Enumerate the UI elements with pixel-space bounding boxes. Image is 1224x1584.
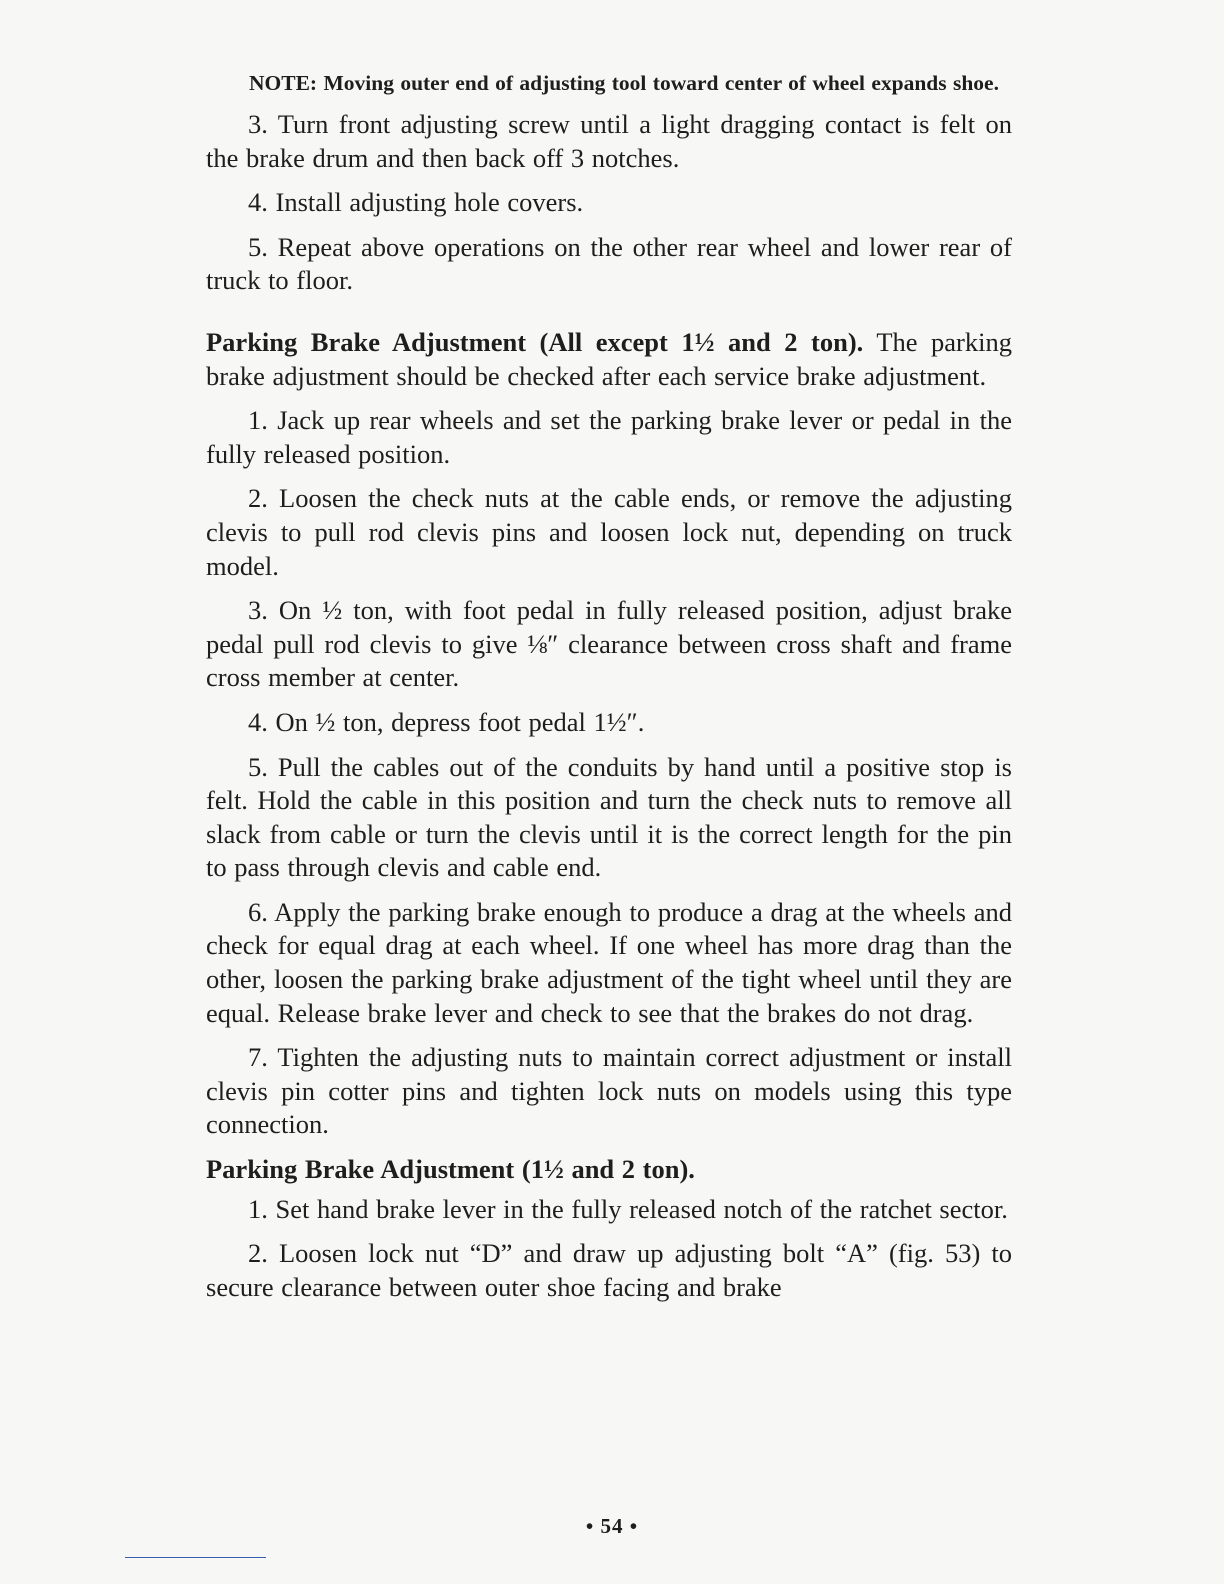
section2-step-2: 2. Loosen lock nut “D” and draw up adjusting bolt “A” (fig. 53) to secure clearance between outer shoe facing and brake bbox=[206, 1238, 1012, 1302]
section1-step-4: 4. On ½ ton, depress foot pedal 1½″. bbox=[248, 706, 645, 737]
step-3-turn-screw: 3. Turn front adjusting screw until a light dragging contact is felt on the brake drum and then back off 3 notches. bbox=[206, 109, 1012, 173]
page-number: • 54 • bbox=[585, 1514, 639, 1538]
section1-step-6: 6. Apply the parking brake enough to produce a drag at the wheels and check for equal drag at each wheel. If one wheel has more drag than the other, loosen the parking brake adjustment of the tight wheel until they are equal. Release brake lever and check to see that the brakes do not drag. bbox=[206, 896, 1012, 1028]
note-text: NOTE: Moving outer end of adjusting tool toward center of wheel expands shoe. bbox=[249, 71, 999, 95]
section2-heading: Parking Brake Adjustment (1½ and 2 ton). bbox=[206, 1154, 695, 1185]
section1-step-2: 2. Loosen the check nuts at the cable ends, or remove the adjusting clevis to pull rod clevis pins and loosen lock nut, depending on truck model. bbox=[206, 483, 1012, 581]
footer-rule bbox=[125, 1557, 266, 1558]
section1-intro-paragraph bbox=[206, 326, 1012, 393]
step-4-install-covers: 4. Install adjusting hole covers. bbox=[248, 187, 584, 218]
step-5-repeat: 5. Repeat above operations on the other rear wheel and lower rear of truck to floor. bbox=[206, 231, 1012, 296]
text-column bbox=[206, 70, 1012, 1315]
section1-step-1: 1. Jack up rear wheels and set the parking brake lever or pedal in the fully released position. bbox=[206, 405, 1012, 469]
section1-intro: The parking brake adjustment should be checked after each service brake adjustment. bbox=[206, 326, 1012, 391]
section1-heading: Parking Brake Adjustment (All except 1½ and 2 ton). bbox=[206, 326, 864, 357]
section1-step-5: 5. Pull the cables out of the conduits by hand until a positive stop is felt. Hold the cable in this position and turn the check nuts to remove all slack from cable or turn the clevis until it is the correct length for the pin to pass through clevis and cable end. bbox=[206, 751, 1012, 883]
section2-step-1: 1. Set hand brake lever in the fully released notch of the ratchet sector. bbox=[248, 1193, 1008, 1224]
section1-step-7: 7. Tighten the adjusting nuts to maintain correct adjustment or install clevis pin cotter pins and tighten lock nuts on models using this type connection. bbox=[206, 1042, 1012, 1140]
section1-step-3: 3. On ½ ton, with foot pedal in fully released position, adjust brake pedal pull rod clevis to give ⅛″ clearance between cross shaft and frame cross member at center. bbox=[206, 595, 1012, 693]
